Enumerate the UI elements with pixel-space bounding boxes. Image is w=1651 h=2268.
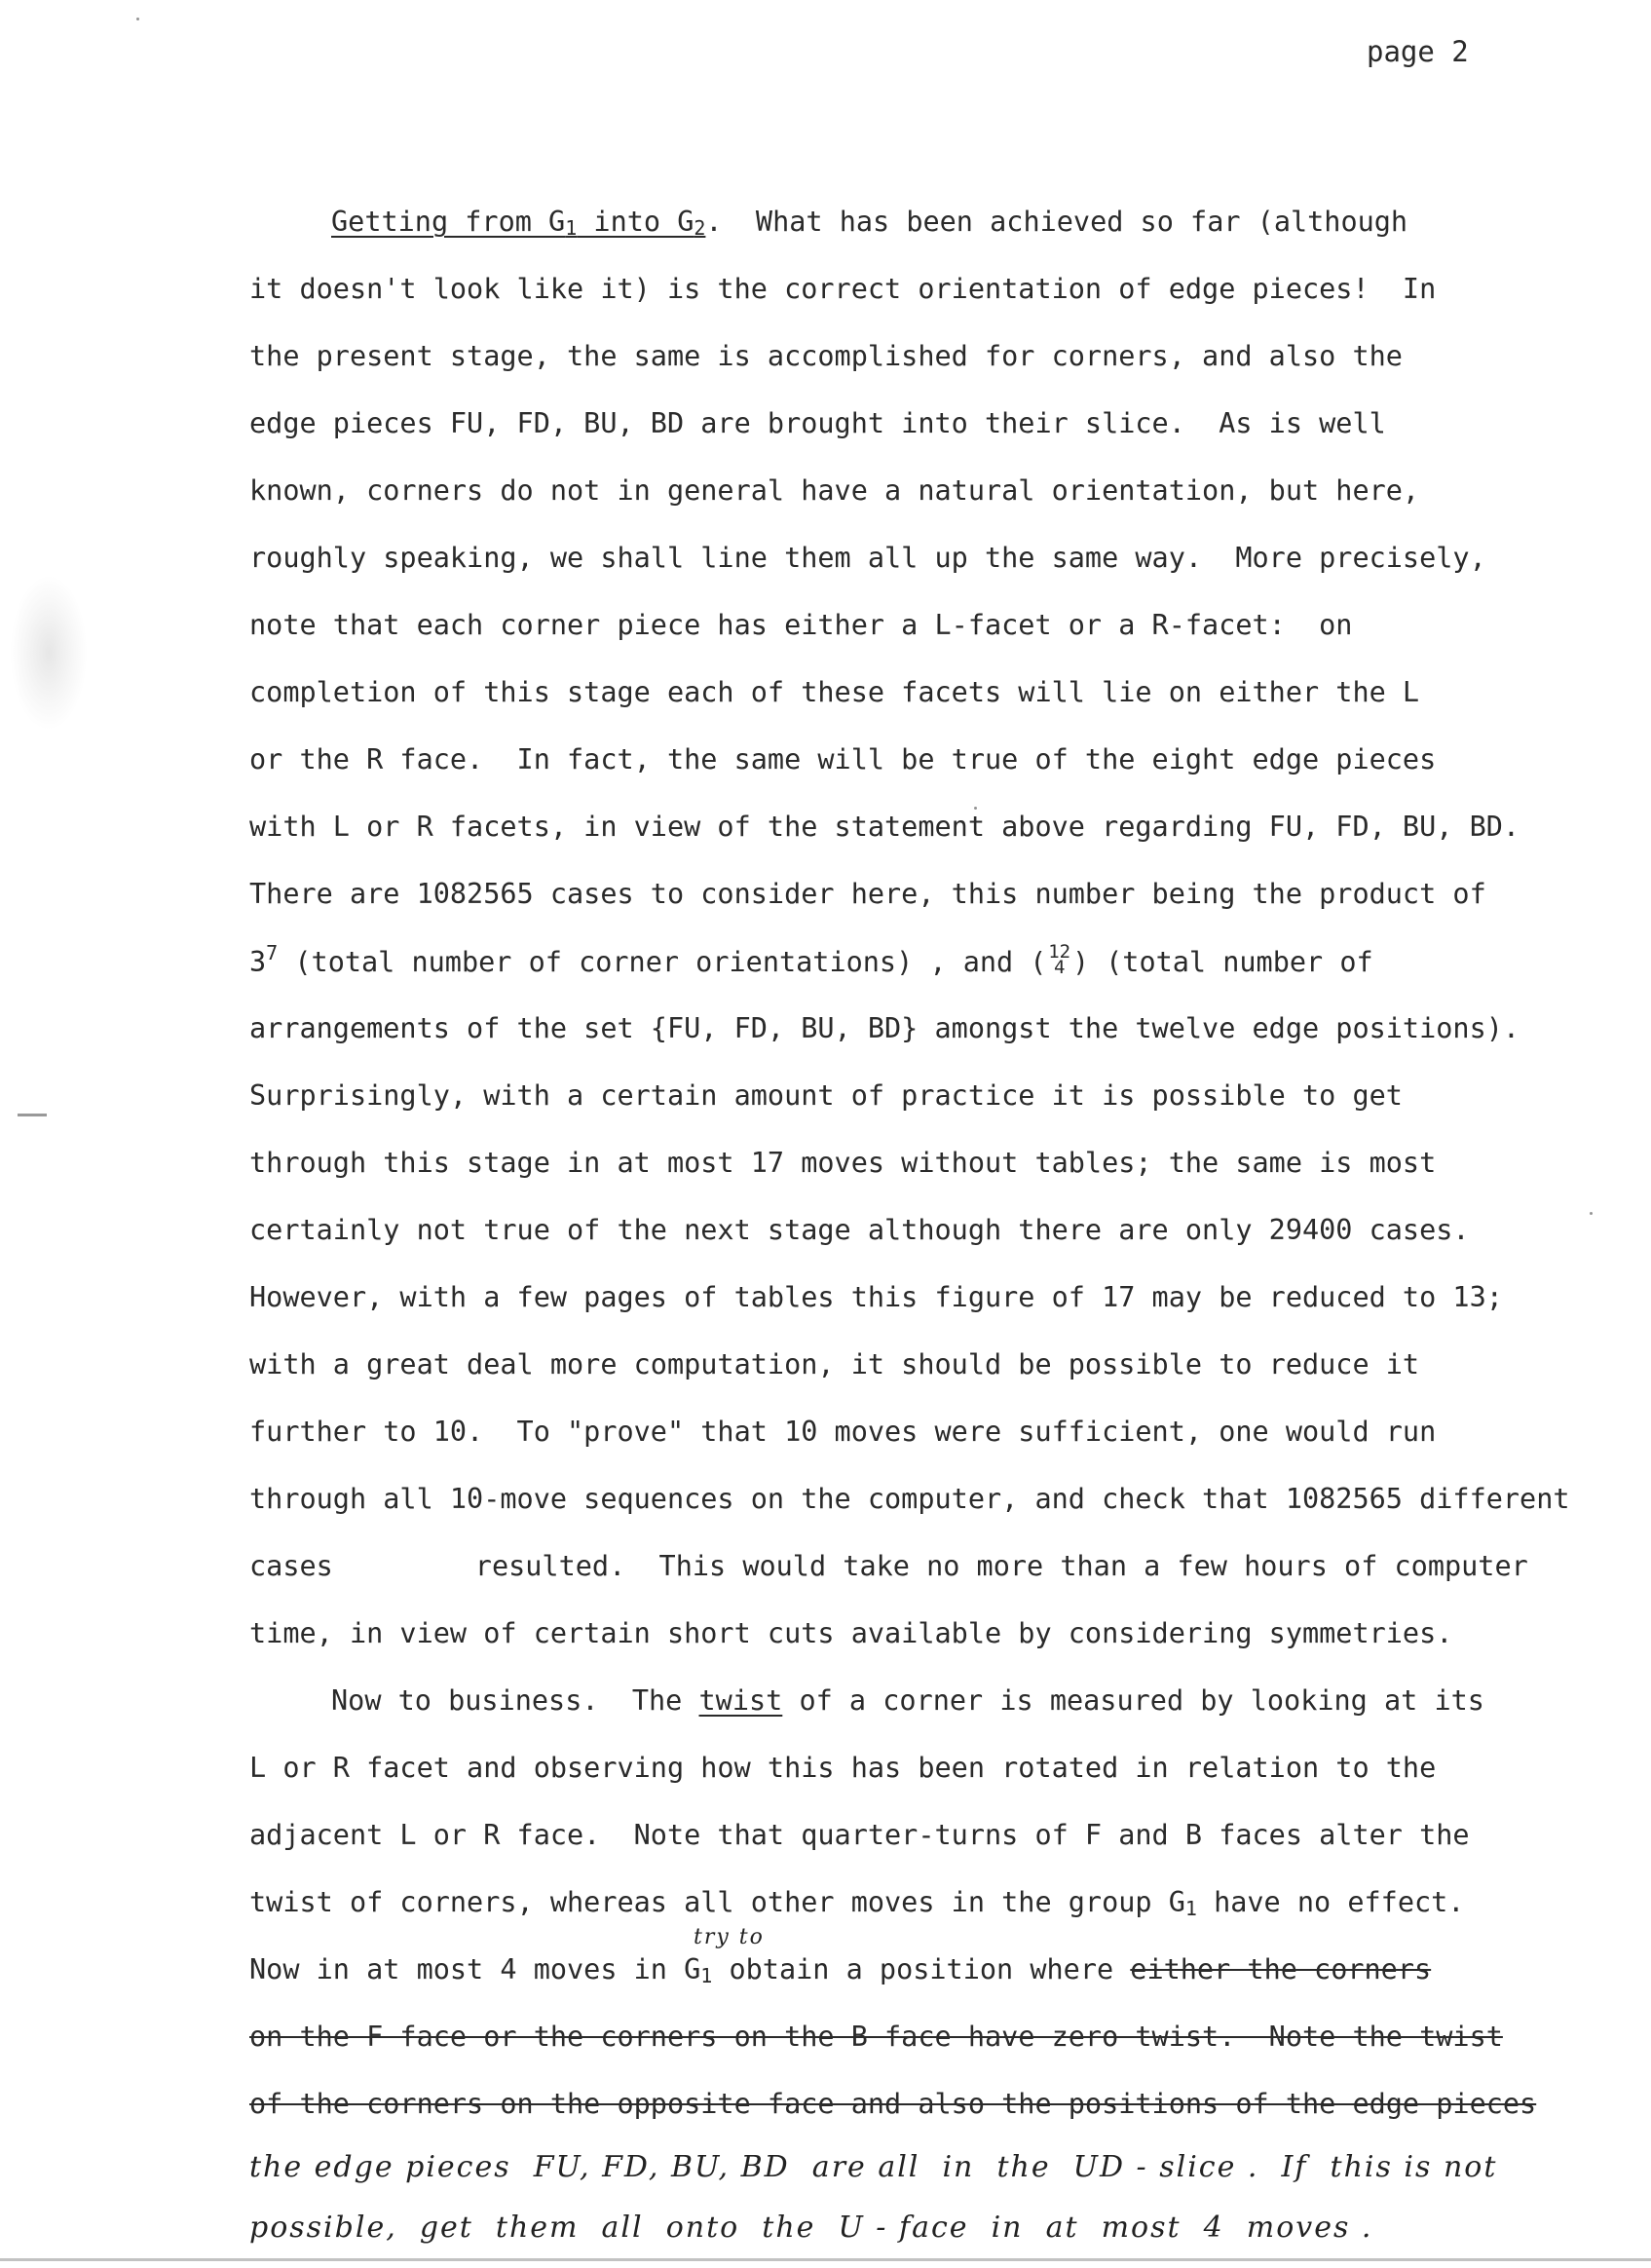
paragraph-line: the present stage, the same is accomplished for corners, and also the [249, 340, 1403, 372]
paragraph-line: certainly not true of the next stage although there are only 29400 cases. [249, 1214, 1470, 1246]
paragraph-line: Surprisingly, with a certain amount of practice it is possible to get [249, 1079, 1403, 1112]
paragraph-line: edge pieces FU, FD, BU, BD are brought into their slice. As is well [249, 407, 1386, 439]
paragraph-line: note that each corner piece has either a L-facet or a R-facet: on [249, 609, 1353, 641]
paragraph-line: Now to business. The twist of a corner is measured by looking at its [331, 1684, 1484, 1717]
paragraph-line: $3^7$ (total number of corner orientations) , and ( 12 4 ) (total number of [249, 941, 1373, 978]
struck-line: on the F face or the corners on the B face have zero twist. Note the twist [249, 2021, 1503, 2053]
handwritten-line: the edge pieces FU, FD, BU, BD are all in the UD - slice . If this is not [249, 2150, 1498, 2184]
paragraph-line: it doesn't look like it) is the correct orientation of edge pieces! In [249, 273, 1437, 305]
scan-mark [18, 1114, 47, 1116]
struck-text: either the corners [1130, 1953, 1432, 1985]
paragraph-line: Getting from $G_1$ into $G_2$. What has been achieved so far (although [331, 206, 1408, 240]
scan-speck [136, 18, 139, 20]
paragraph-line: completion of this stage each of these facets will lie on either the L [249, 676, 1420, 708]
section-heading: Getting from $G_1$ into $G_2$ [331, 206, 706, 240]
paragraph-line: However, with a few pages of tables this figure of 17 may be reduced to 13; [249, 1281, 1503, 1313]
paragraph-line: L or R facet and observing how this has been rotated in relation to the [249, 1752, 1437, 1784]
scan-edge [0, 2258, 1651, 2261]
struck-line: of the corners on the opposite face and also the positions of the edge pieces [249, 2088, 1537, 2120]
paragraph-line: time, in view of certain short cuts available by considering symmetries. [249, 1617, 1453, 1649]
paragraph-line: cases resulted. This would take no more than a few hours of computer [249, 1550, 1528, 1582]
binomial-coefficient: ( 12 4 ) [1030, 941, 1089, 978]
paragraph-line: twist of corners, whereas all other moves in the group $G_1$ have no effect. [249, 1886, 1465, 1920]
paragraph-line: through all 10-move sequences on the computer, and check that 1082565 different [249, 1483, 1570, 1515]
paragraph-line: or the R face. In fact, the same will be true of the eight edge pieces [249, 743, 1437, 775]
paragraph-line: further to 10. To "prove" that 10 moves were sufficient, one would run [249, 1416, 1437, 1448]
paragraph-line: with a great deal more computation, it should be possible to reduce it [249, 1348, 1420, 1380]
scan-speck [1590, 1212, 1593, 1215]
paragraph-line: There are 1082565 cases to consider here, this number being the product of [249, 878, 1486, 910]
paragraph-line: Now in at most 4 moves in $G_1$ obtain a position where either the corners [249, 1953, 1432, 1987]
paragraph-line: roughly speaking, we shall line them all up the same way. More precisely, [249, 542, 1486, 574]
handwritten-insertion: try to [694, 1925, 765, 1949]
handwritten-line: possible, get them all onto the U - face in at most 4 moves . [249, 2211, 1373, 2245]
emphasized-term: twist [698, 1684, 783, 1717]
paragraph-line: through this stage in at most 17 moves without tables; the same is most [249, 1147, 1437, 1179]
paragraph-line: known, corners do not in general have a natural orientation, but here, [249, 474, 1420, 507]
scan-smudge [10, 575, 88, 731]
paragraph-line: with L or R facets, in view of the statement above regarding FU, FD, BU, BD. [249, 811, 1520, 843]
page-number: page 2 [1367, 35, 1469, 68]
paragraph-line: arrangements of the set {FU, FD, BU, BD} amongst the twelve edge positions). [249, 1012, 1520, 1044]
paragraph-line: adjacent L or R face. Note that quarter-turns of F and B faces alter the [249, 1819, 1470, 1851]
scan-speck [974, 807, 977, 810]
